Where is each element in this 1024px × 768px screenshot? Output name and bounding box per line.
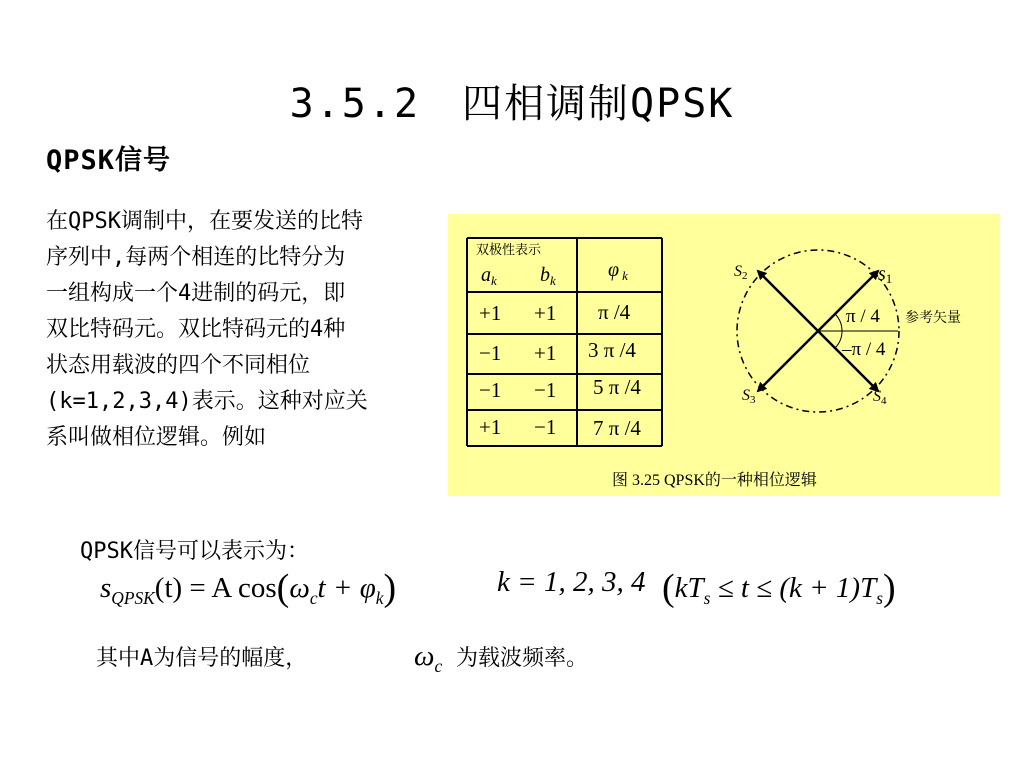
table-cell-b: +1 [534,301,557,325]
formula-t: t + [317,572,360,604]
angle-label-pos: π / 4 [846,306,880,327]
angle-arc-neg [835,331,842,348]
table-cell-a: +1 [479,415,502,439]
vector-s3 [758,331,818,391]
figure-svg [448,214,1000,496]
formula-paren-open: ( [276,567,290,609]
qpsk-formula [100,566,396,610]
table-cell-b: −1 [534,378,557,402]
figure-caption: 图 3.25 QPSK的一种相位逻辑 [612,472,817,489]
body-paragraph [46,204,446,456]
table-col-a: $a_k$ [481,264,497,288]
body-line: 系叫做相位逻辑。例如 [46,425,267,450]
body-line: 序列中,每两个相连的比特分为 [46,245,346,270]
table-cell-phi: π /4 [598,300,631,324]
formula-omega: ω [289,572,310,604]
omega-c-symbol: $\omega_c$ [414,640,443,676]
label-s4: S4 [873,388,887,407]
table-cell-phi: 3 π /4 [588,338,636,362]
table-group-header: 双极性表示 [476,242,542,257]
phase-table [467,238,662,446]
table-cell-b: +1 [534,341,557,365]
formula-paren-close: ) [383,567,397,609]
angle-arc-pos [835,314,842,331]
formula-intro: QPSK信号可以表示为： [80,539,309,564]
t-range-mid: ≤ t ≤ (k + 1)T [710,572,877,604]
label-s2: S2 [734,263,748,282]
body-line: (k=1,2,3,4)表示。这种对应关 [46,389,368,414]
section-heading: QPSK信号 [46,145,172,176]
body-line: 在QPSK调制中，在要发送的比特 [46,209,363,234]
body-line: 双比特码元。双比特码元的4种 [46,317,346,342]
table-cell-phi: 5 π /4 [593,375,641,399]
table-col-b: $b_k$ [540,264,556,288]
body-line: 一组构成一个4进制的码元，即 [46,281,346,306]
table-col-phi: φ $_k$ [608,259,628,283]
t-range: $(kT_s \le t \le (k + 1)T_s)$ [662,567,896,609]
table-cell-a: +1 [479,301,502,325]
label-s1: s1 [878,263,893,286]
vector-s2 [758,271,818,331]
t-range-paren-open: ( [662,567,675,609]
t-range-start: kT [674,572,704,604]
table-cell-phi: 7 π /4 [593,416,641,440]
label-s3: S3 [742,387,756,406]
k-range: k = 1, 2, 3, 4 [497,566,646,598]
amplitude-description: 其中A为信号的幅度， [96,646,308,671]
reference-vector-label: 参考矢量 [905,309,961,325]
constellation-diagram [734,250,961,412]
body-line: 状态用载波的四个不同相位 [46,353,311,378]
formula-phi-sub: k [375,587,384,608]
t-range-paren-close: ) [883,567,896,609]
figure-panel [448,214,1000,496]
table-cell-a: −1 [479,341,502,365]
carrier-description: 为载波频率。 [456,646,589,671]
formula-s: s [100,572,112,604]
formula-omega-sub: c [309,587,318,608]
slide-title: 3.5.2 四相调制QPSK [289,81,735,127]
table-cell-b: −1 [534,415,557,439]
formula-phi: φ [359,572,376,604]
angle-label-neg: –π / 4 [842,339,886,360]
formula-arg: (t) = A cos [154,572,277,604]
formula-s-sub: QPSK [111,587,155,608]
table-cell-a: −1 [479,378,502,402]
